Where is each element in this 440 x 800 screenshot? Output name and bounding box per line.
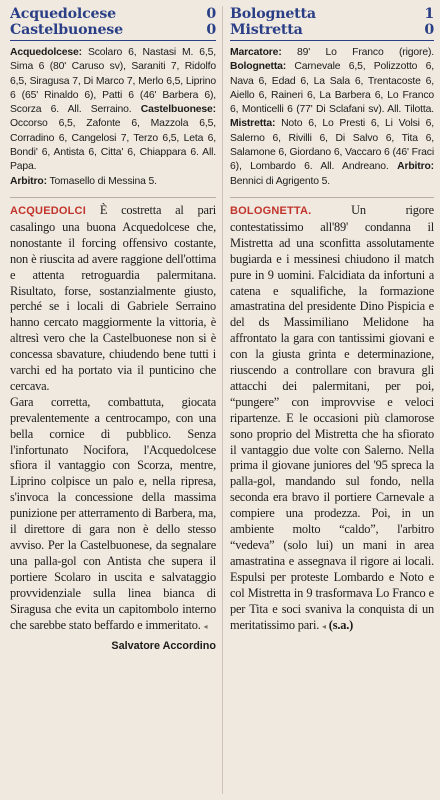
column-divider (222, 6, 223, 794)
scorer-label: Marcatore: (230, 47, 282, 58)
lineup-text: Scolaro 6, Nastasi M. 6,5, Sima 6 (80' Caruso sv), Saraniti 7, Ridolfo 6,5, Siragusa 7, Di Marco 7, Merlo 6,5, Liprino 6 (65' Rinaldo 6), Patti 6 (46' Barbera 6), Scorza 6. All. Serraino. (10, 47, 216, 116)
team-goals: 0 (206, 22, 216, 38)
article-paragraph (10, 395, 216, 635)
signature: (s.a.) (328, 617, 354, 632)
article-kicker: BOLOGNETTA. (230, 204, 312, 217)
team-name: Castelbuonese (10, 22, 123, 38)
lineup-text: Noto 6, Lo Presti 6, Li Volsi 6, Salerno 6, Rivilli 6, Di Salvo 6, Tita 6, Salamone 6, Giordano 6, Vaccaro 6 (46' Fraci 6), Lombardo 6. All. Andreano. (230, 118, 434, 173)
referee-text: Tomasello di Messina 5. (46, 175, 157, 187)
lineup-label: Mistretta: (230, 118, 276, 130)
team-goals: 1 (424, 6, 434, 22)
lineup-text: Occorso 6,5, Zafonte 6, Mazzola 6,5, Corradino 6, Cangelosi 7, Terzo 6,5, Leta 6, Bondi' 6, Antista 6, Citta' 6, Chiappara 6. All. Papa. (10, 118, 216, 173)
lineups-box (230, 46, 434, 189)
lineups-box (10, 46, 216, 189)
score-row-away (10, 22, 216, 38)
score-rule (10, 40, 216, 41)
paragraph-text: Gara corretta, combattuta, giocata prevalentemente a centrocampo, con una bella cornice di pubblico. Senza l'infortunato Nocifora, l'Acquedolcese sfiora il vantaggio con Scorza, mentre, Liprino colpisce un palo e, nella ripresa, s'invoca la concessione della massima punizione per atterramento di Barbera, ma, il direttore di gara non è dello stesso avviso. Per la Castelbuonese, da segnalare una palla-gol con Antista che supera il portiere Scolaro in uscita e salvataggio provvidenziale sulla linea bianca di Siragusa che evita un capitombolo interno che sarebbe stato beffardo e immeritato. (10, 394, 216, 632)
scoreline (230, 6, 434, 38)
score-row-home (230, 6, 434, 22)
referee-label: Arbitro: (397, 161, 434, 173)
paragraph-text: Un rigore contestatissimo all'89' condanna il Mistretta ad una sconfitta assolutamente bugiarda e i messinesi chiudono il match pure in 9 uomini. Falcidiata da infortuni a catena e squalifiche, la formazione amastratina del presidente Dino Pispicia e del ds Massimiliano Melidone ha affrontato la gara con tantissimi giovani e con la giusta grinta e determinazione, riuscendo a controllare con bravura gli attacchi dei palermitani, per poi, “pungere” con improvvise e veloci ripartenze. E le occasioni più clamorose sono proprio del Mistretta che ha sfiorato il vantaggio due volte con Salerno. Nella prima il giovane juniores del '95 spreca la palla-gol, mandando sul fondo, nella seconda era bravo il portiere Carnevale a compiere una prodezza. Poi, in un ambiente molto “caldo”, l'arbitro “vedeva” (solo lui) un mani in area amastratina e assegnava il rigore ai locali. Espulsi per proteste Lombardo e Noto e col Mistretta in 9 trasformava Lo Franco e per Tita e soci svaniva la conquista di un meritatissimo pari. (230, 202, 434, 632)
scoreline (10, 6, 216, 38)
team-name: Bolognetta (230, 6, 316, 22)
team-goals: 0 (206, 6, 216, 22)
section-divider (10, 197, 216, 198)
match-report-acquedolcese (10, 4, 216, 800)
end-mark-icon: ◂ (203, 621, 208, 631)
team-name: Mistretta (230, 22, 303, 38)
article-paragraph (10, 203, 216, 395)
team-name: Acquedolcese (10, 6, 116, 22)
paragraph-text: È costretta al pari casalingo una buona Acquedolcese che, nonostante il forcing offensivo costante, non è riuscita ad avere raggione dell'ottima e attenta retroguardia palermitana. Risultato, forse, sostanzialmente giusto, perché se i locali di Gabriele Serraino hanno cercato maggiormente la vittoria, è altresì vero che la Castelbuonese non si è concessa sbavature, chiudendo bene tutti i varchi ed ha portato via il punticino che cercava. (10, 202, 216, 393)
article-paragraph (230, 203, 434, 634)
end-mark-icon: ◂ (322, 621, 326, 631)
section-divider (230, 197, 434, 198)
referee-label: Arbitro: (10, 175, 47, 187)
lineup-label: Bolognetta: (230, 61, 287, 73)
match-report-bolognetta (230, 4, 434, 800)
article-body (10, 203, 216, 634)
article-body (230, 203, 434, 634)
author-byline: Salvatore Accordino (111, 640, 216, 653)
article-kicker: ACQUEDOLCI (10, 204, 86, 217)
scorer-text: 89' Lo Franco (rigore). (281, 47, 434, 58)
score-rule (230, 40, 434, 41)
referee-text: Bennici di Agrigento 5. (230, 175, 330, 187)
lineup-label: Acquedolcese: (10, 47, 82, 58)
score-row-home (10, 6, 216, 22)
score-row-away (230, 22, 434, 38)
lineup-label: Castelbuonese: (140, 104, 216, 116)
team-goals: 0 (424, 22, 434, 38)
lineup-text: Carnevale 6,5, Polizzotto 6, Nava 6, Edad 6, La Sala 6, Trentacoste 6, Aiello 6, Raineri 6, La Barbera 6, Lo Franco 6, Monticelli 6 (77' Di Sclafani sv). All. Tilotta. (230, 61, 434, 116)
